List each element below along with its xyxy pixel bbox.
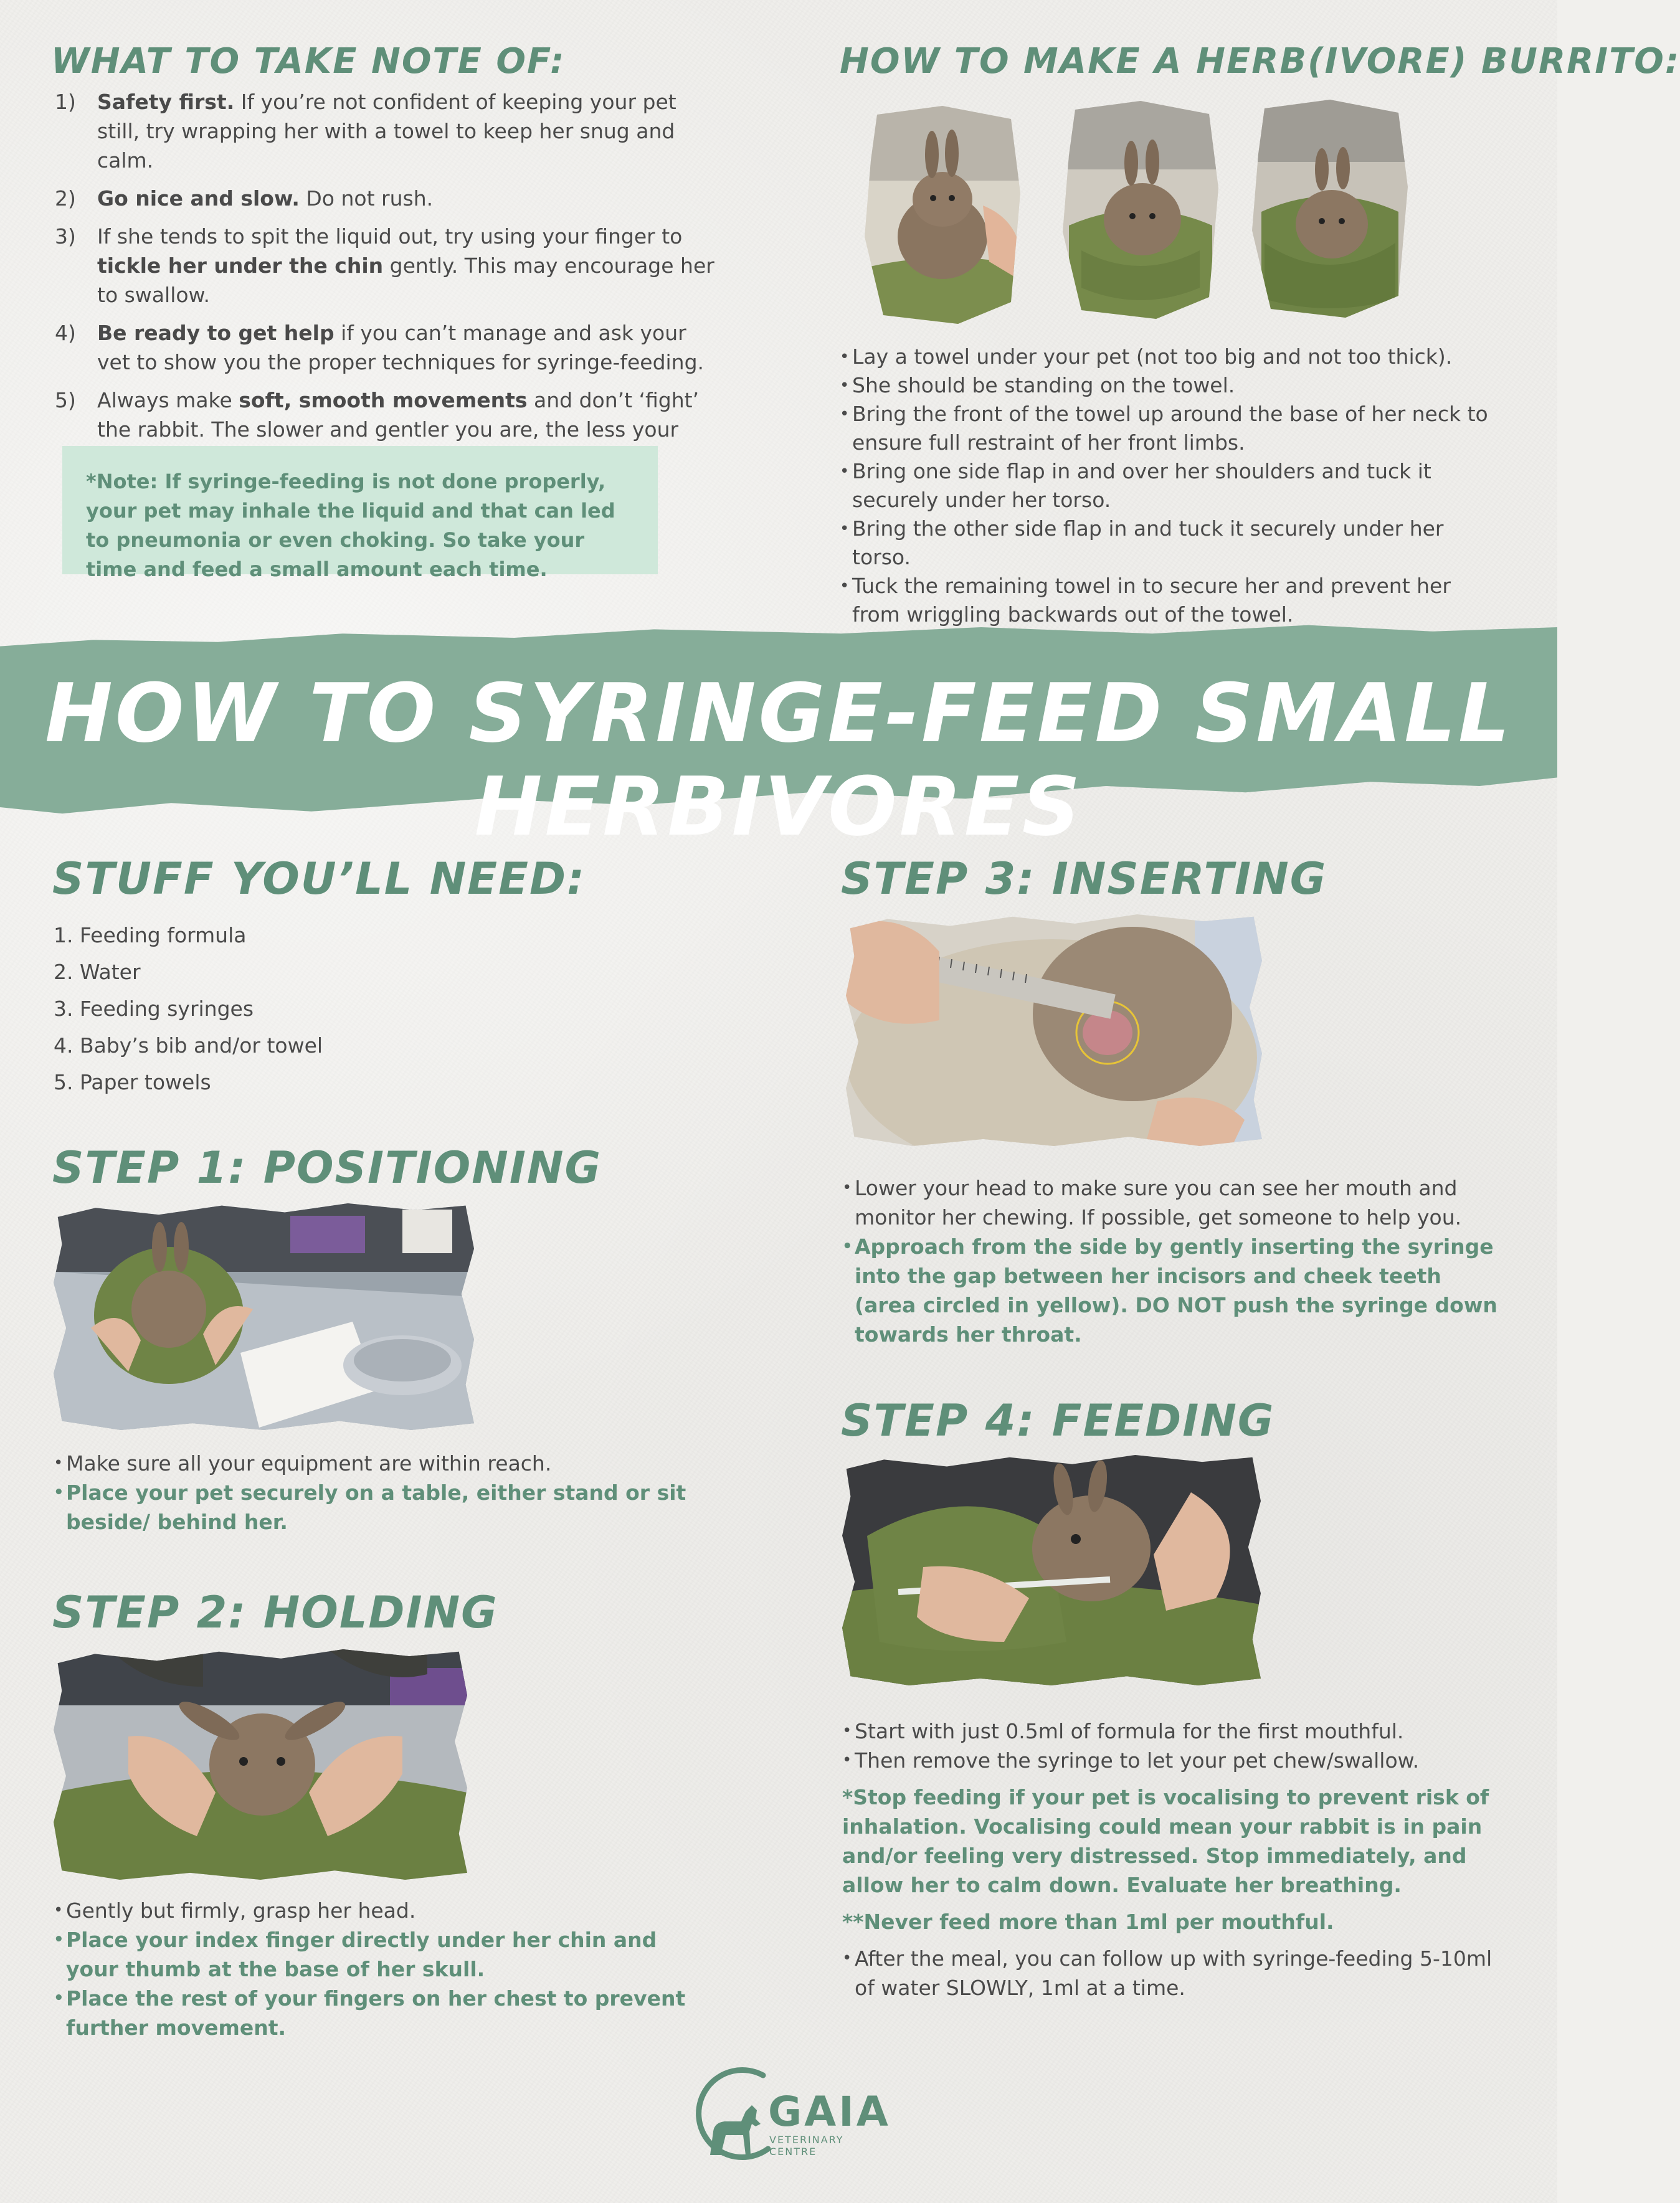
item-pre: Always make [97, 388, 239, 412]
logo-name: GAIA [768, 2088, 891, 2136]
burrito-photo-1 [865, 106, 1020, 324]
list-item: 5. Paper towels [54, 1070, 211, 1094]
step2-list [54, 1896, 708, 2042]
step1-heading: STEP 1: POSITIONING [52, 1142, 602, 1193]
list-item: • Gently but firmly, grasp her head. [54, 1896, 708, 1925]
list-item: • After the meal, you can follow up with syringe-feeding 5-10ml of water SLOWLY, 1ml at a time. [842, 1944, 1502, 2002]
gaia-logo [676, 2062, 891, 2167]
page-title: HOW TO SYRINGE-FEED SMALL HERBIVORES [45, 666, 1512, 854]
list-item: • Place your pet securely on a table, either stand or sit beside/ behind her. [54, 1478, 708, 1537]
list-item: • Start with just 0.5ml of formula for the first mouthful. [842, 1717, 1502, 1746]
step3-heading: STEP 3: INSERTING [841, 853, 1327, 904]
item-pre: If she tends to spit the liquid out, try using your finger to [97, 224, 683, 249]
list-item: • Lay a towel under your pet (not too big and not too thick). [840, 343, 1500, 371]
list-item [55, 184, 721, 213]
list-item: 4. Baby’s bib and/or towel [54, 1033, 323, 1058]
list-item: 3. Feeding syringes [54, 997, 254, 1021]
note-box: *Note: If syringe-feeding is not done properly, your pet may inhale the liquid and that can led to pneumonia or even choking. So take your time and feed a small amount each time. [62, 446, 658, 574]
list-item [55, 87, 721, 175]
burrito-photo-3 [1252, 100, 1408, 318]
stuff-heading: STUFF YOU’LL NEED: [52, 853, 586, 904]
list-item: • Bring the front of the towel up around the base of her neck to ensure full restraint of her front limbs. [840, 400, 1500, 457]
step3-photo [846, 914, 1262, 1146]
list-number: 4) [55, 321, 76, 345]
item-bold: Safety first. [97, 90, 235, 114]
item-text: gently. This may encourage her to swallow. [97, 253, 714, 307]
item-bold: tickle her under the chin [97, 253, 384, 278]
list-item: • Then remove the syringe to let your pet chew/swallow. [842, 1746, 1502, 1775]
list-item: • Place your index finger directly under her chin and your thumb at the base of her skull. [54, 1925, 708, 1984]
list-item [55, 318, 721, 377]
item-text: and don’t ‘fight’ the rabbit. The slower and gentler you are, the less your [97, 388, 700, 442]
step2-heading: STEP 2: HOLDING [52, 1587, 498, 1638]
list-number: 3) [55, 224, 76, 249]
list-number: 1) [55, 90, 76, 114]
list-item: • Place the rest of your fingers on her chest to prevent further movement. [54, 1984, 708, 2042]
step3-list [842, 1173, 1502, 1349]
list-item: • Bring the other side flap in and tuck it securely under her torso. [840, 514, 1500, 572]
logo-mark-icon [676, 2062, 776, 2167]
list-number: 5) [55, 388, 76, 412]
list-item: • Approach from the side by gently inserting the syringe into the gap between her incisors and cheek teeth (area circled in yellow). DO NOT push the syringe down towards her throat. [842, 1232, 1502, 1349]
item-bold: Go nice and slow. [97, 186, 300, 211]
item-bold: soft, smooth movements [239, 388, 528, 412]
stuff-list [54, 917, 614, 1101]
burrito-photo-2 [1063, 101, 1218, 319]
list-item: 1. Feeding formula [54, 923, 247, 947]
step4-photo [842, 1455, 1261, 1685]
list-item: • She should be standing on the towel. [840, 371, 1500, 400]
max-mouthful-note: **Never feed more than 1ml per mouthful. [842, 1910, 1334, 1934]
list-item: • Bring one side flap in and over her shoulders and tuck it securely under her torso. [840, 457, 1500, 514]
list-number: 2) [55, 186, 76, 211]
list-item: 2. Water [54, 960, 141, 984]
step1-list [54, 1449, 708, 1537]
step1-photo [54, 1203, 474, 1430]
list-item: • Tuck the remaining towel in to secure her and prevent her from wriggling backwards out of the towel. [840, 572, 1500, 629]
step4-heading: STEP 4: FEEDING [841, 1395, 1275, 1446]
logo-subtitle: VETERINARY CENTRE [769, 2134, 844, 2158]
step4-content [842, 1717, 1502, 2002]
list-item [55, 222, 721, 310]
burrito-heading: HOW TO MAKE A HERB(IVORE) BURRITO: [840, 41, 1680, 82]
take-note-heading: WHAT TO TAKE NOTE OF: [51, 41, 566, 82]
list-item: • Make sure all your equipment are within reach. [54, 1449, 708, 1478]
item-text: if you can’t manage and ask your vet to show you the proper techniques for syringe-feeding. [97, 321, 705, 374]
list-item: • Lower your head to make sure you can see her mouth and monitor her chewing. If possible, get someone to help you. [842, 1173, 1502, 1232]
item-text: Do not rush. [299, 186, 434, 211]
stop-feeding-warning: *Stop feeding if your pet is vocalising to prevent risk of inhalation. Vocalising could mean your rabbit is in pain and/or feeling very distressed. Stop immediately, and allow her to calm down. Evaluate her breathing. [842, 1785, 1489, 1897]
step2-photo [54, 1649, 467, 1880]
burrito-list [840, 343, 1500, 629]
take-note-list [55, 87, 721, 482]
item-text: If you’re not confident of keeping your pet still, try wrapping her with a towel to keep her snug and calm. [97, 90, 676, 173]
item-bold: Be ready to get help [97, 321, 335, 345]
